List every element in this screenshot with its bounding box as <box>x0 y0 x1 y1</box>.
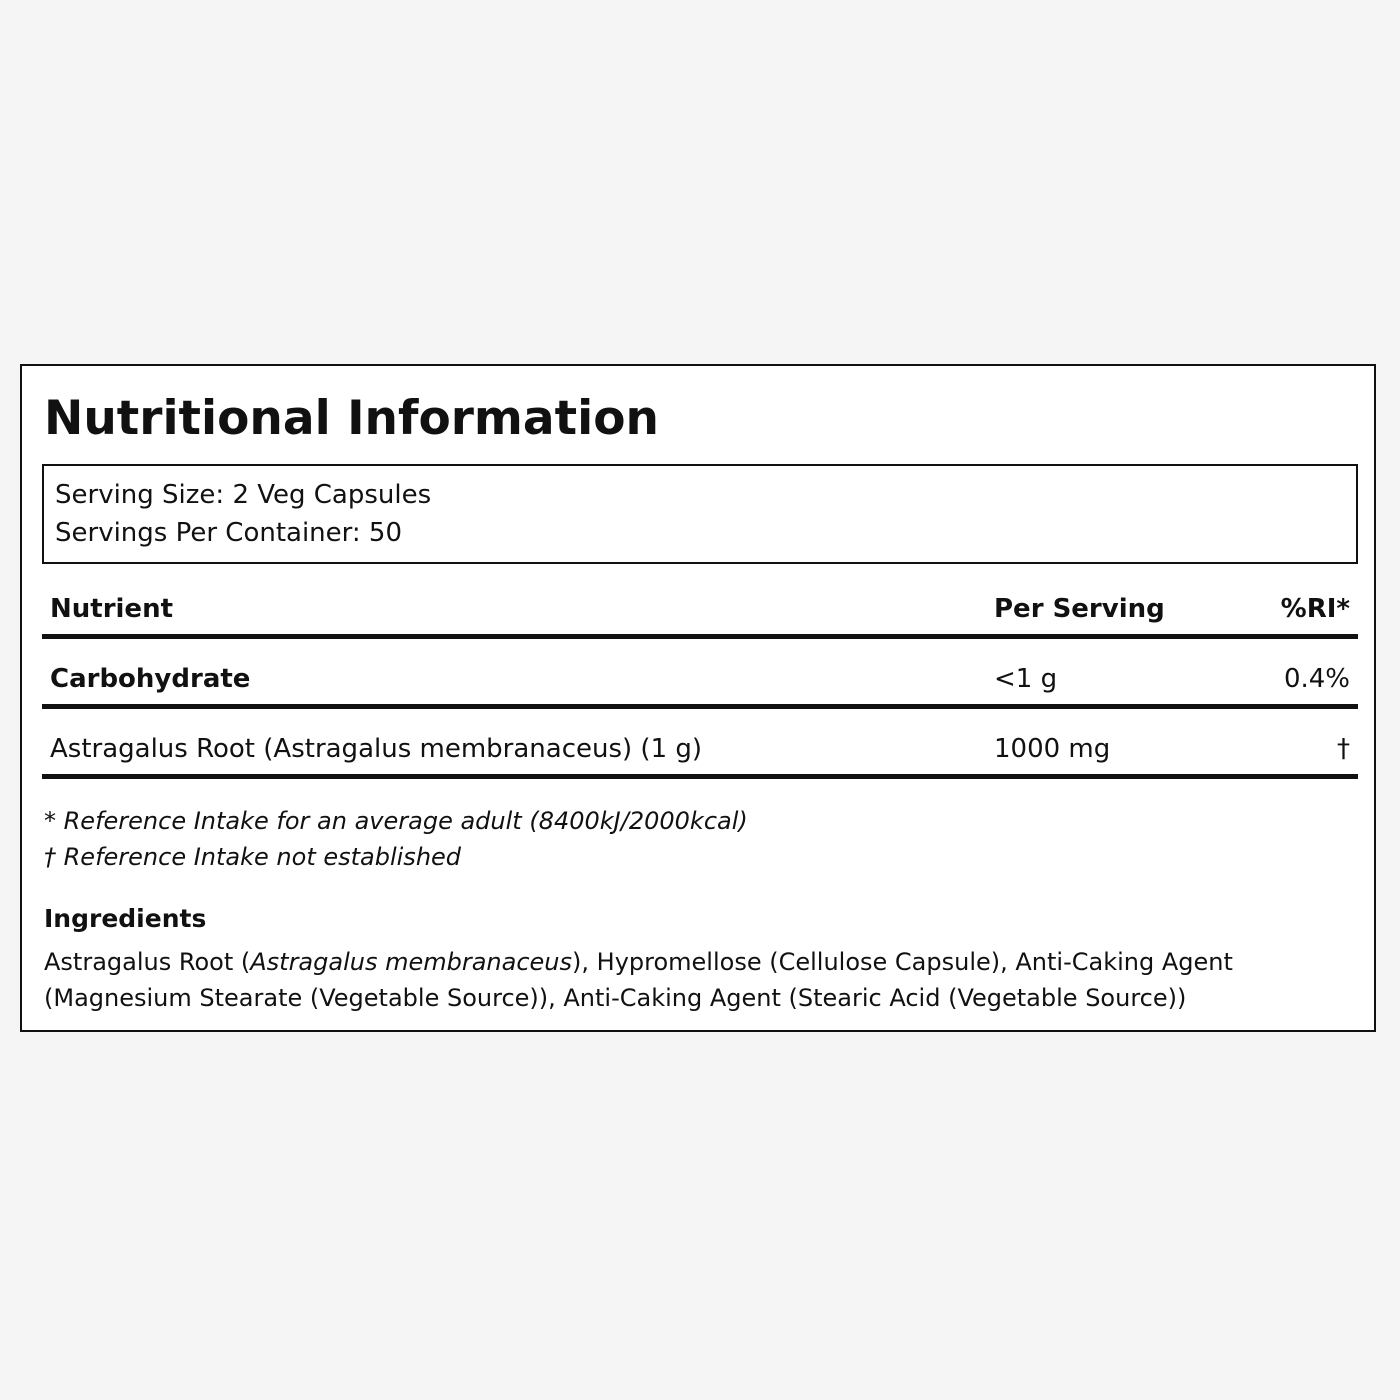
nutrient-name: Carbohydrate <box>50 664 251 694</box>
per-serving-value: 1000 mg <box>994 734 1111 764</box>
footnote-ri: * Reference Intake for an average adult (8400kJ/2000kcal) <box>44 807 748 835</box>
ingredients-latin-name: Astragalus membranaceus <box>250 948 573 976</box>
table-divider <box>42 774 1358 779</box>
table-header-row <box>42 584 1358 634</box>
servings-per-container: Servings Per Container: 50 <box>55 518 403 548</box>
ri-value: 0.4% <box>1283 664 1350 694</box>
ingredients-part-1: Astragalus Root ( <box>44 948 251 976</box>
table-row <box>42 724 1358 774</box>
ingredients-text <box>44 944 1264 1016</box>
header-per-serving: Per Serving <box>994 594 1165 624</box>
nutrition-panel <box>20 364 1376 1032</box>
ingredients-part-2: ), Hypromellose (Cellulose Capsule), Anti-Caking Agent (Magnesium Stearate (Vegetable Source)), Anti-Caking Agent (Stearic Acid (Vegetable Source)) <box>44 948 1233 1012</box>
header-nutrient: Nutrient <box>50 594 174 624</box>
table-row <box>42 654 1358 704</box>
serving-size: Serving Size: 2 Veg Capsules <box>55 480 432 510</box>
ingredients-heading: Ingredients <box>44 904 207 933</box>
footnote-dagger: † Reference Intake not established <box>44 843 462 871</box>
per-serving-value: <1 g <box>994 664 1058 694</box>
table-divider <box>42 634 1358 639</box>
nutrient-name: Astragalus Root (Astragalus membranaceus) (1 g) <box>50 734 703 764</box>
header-ri: %RI* <box>1280 594 1350 624</box>
table-divider <box>42 704 1358 709</box>
serving-info-box <box>42 464 1358 564</box>
ri-value: † <box>1337 734 1350 764</box>
panel-title: Nutritional Information <box>44 391 659 446</box>
